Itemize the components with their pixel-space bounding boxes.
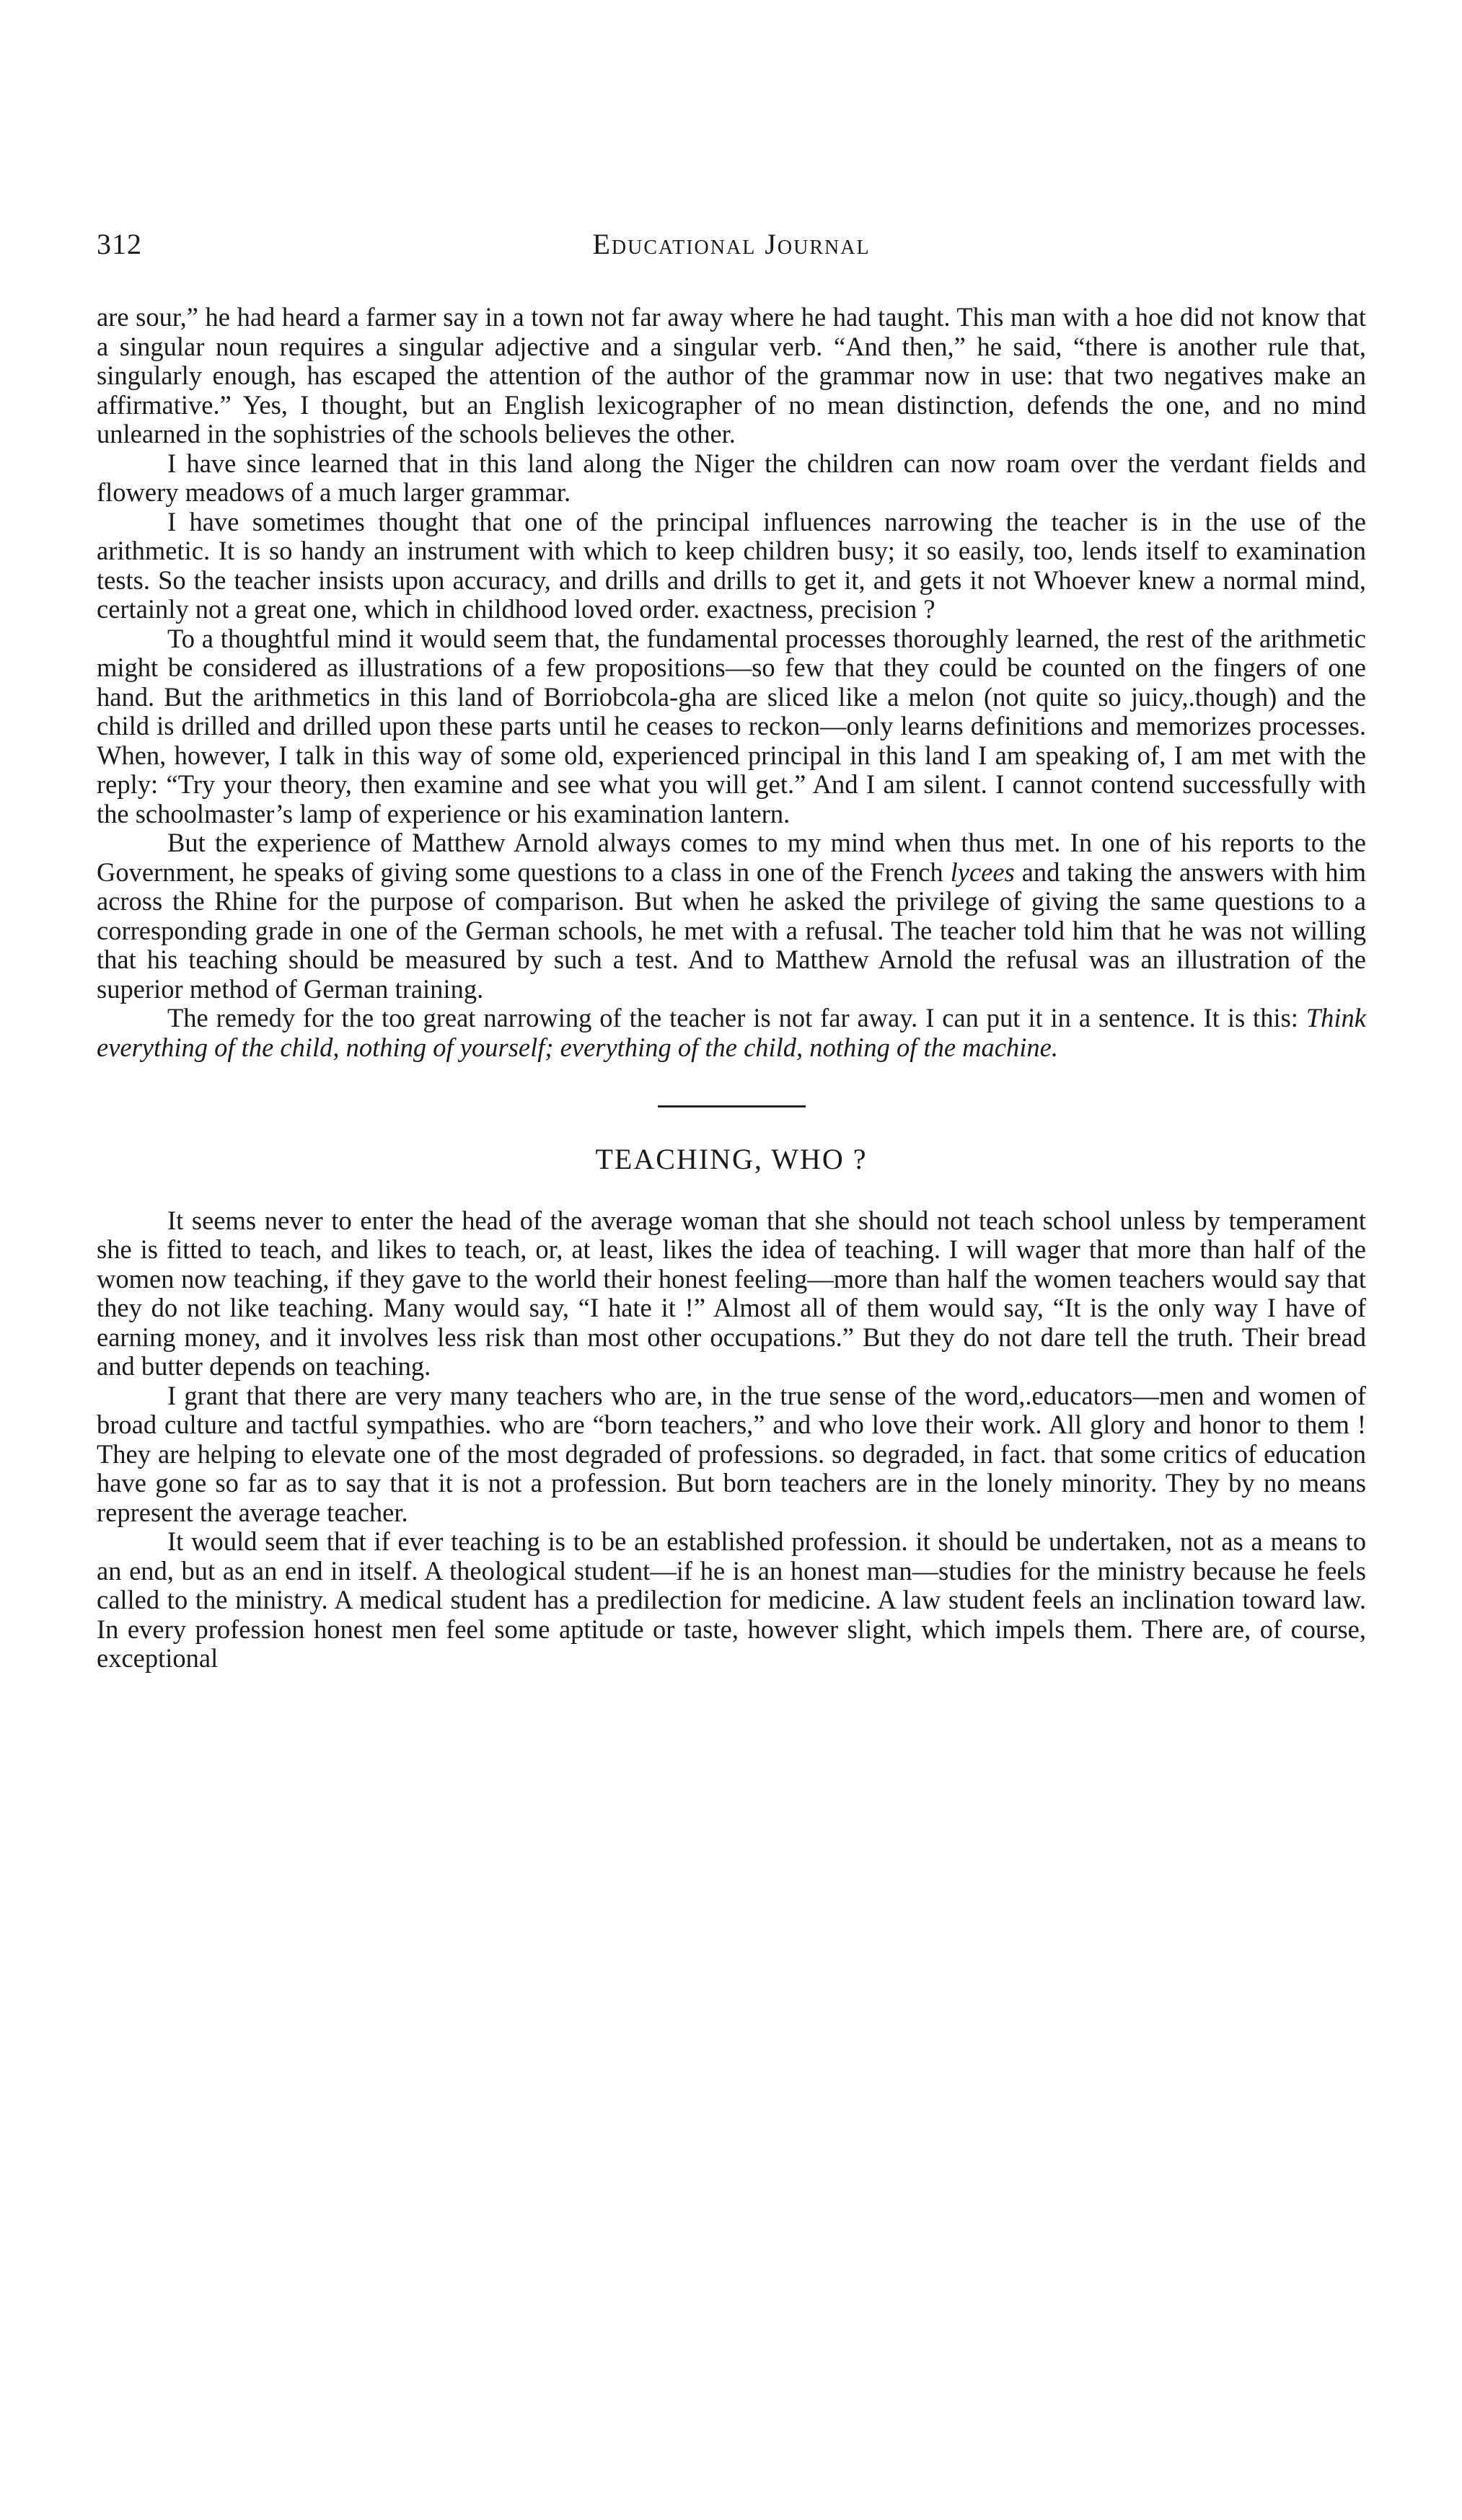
paragraph [97, 1004, 1366, 1062]
paragraph: It would seem that if ever teaching is to be an established profession. it should be undertaken, not as a means to an end, but as an end in itself. A theological student—if he is an honest man—studies for the ministry because he feels called to the ministry. A medical student has a predilection for medicine. A law student feels an inclination toward law. In every profession honest men feel some aptitude or taste, however slight, which impels them. There are, of course, exceptional [97, 1526, 1366, 1673]
paragraph: It seems never to enter the head of the average woman that she should not teach school unless by temperament she is fitted to teach, and likes to teach, or, at least, likes the idea of teaching. I will wager that more than half of the women now teaching, if they gave to the world their honest feeling—more than half the women teachers would say that they do not like teaching. Many would say, “I hate it !” Almost all of them would say, “It is the only way I have of earning money, and it involves less risk than most other occupations.” But they do not dare tell the truth. Their bread and butter depends on teaching. [97, 1205, 1366, 1381]
paragraph: I grant that there are very many teachers who are, in the true sense of the word,.educators—men and women of broad culture and tactful sympathies. who are “born teachers,” and who love their work. All glory and honor to them ! They are helping to elevate one of the most degraded of professions. so degraded, in fact. that some critics of education have gone so far as to say that it is not a profession. But born teachers are in the lonely minority. They by no means represent the average teacher. [97, 1380, 1366, 1527]
italic-word: lycees [950, 857, 1015, 887]
page-number: 312 [97, 228, 142, 260]
paragraph [97, 828, 1366, 1004]
paragraph-text: But the experience of Matthew Arnold always comes to my mind when thus met. In one of his reports to the Government, he speaks of giving some questions to a class in one of the French [97, 828, 1366, 887]
paragraph: I have since learned that in this land along the Niger the children can now roam over the verdant fields and flowery meadows of a much larger grammar. [97, 448, 1366, 507]
section-title: TEACHING, WHO ? [595, 1143, 868, 1175]
remedy-italic: Think everything of the child, nothing of yourself; everything of the child, nothing of the machine. [97, 1003, 1367, 1062]
article-body [97, 303, 1366, 1674]
paragraph: To a thoughtful mind it would seem that, the fundamental processes thoroughly learned, the rest of the arithmetic might be considered as illustrations of a few propositions—so few that they could be counted on the fingers of one hand. But the arithmetics in this land of Borriobcola-gha are sliced like a melon (not quite so juicy,.though) and the child is drilled and drilled upon these parts until he ceases to reckon—only learns definitions and memorizes processes. When, however, I talk in this way of some old, experienced principal in this land I am speaking of, I am met with the reply: “Try your theory, then examine and see what you will get.” And I am silent. I cannot contend successfully with the schoolmaster’s lamp of experience or his examination lantern. [97, 623, 1366, 828]
paragraph-text: The remedy for the too great narrowing of the teacher is not far away. I can put it in a sentence. It is this: [167, 1003, 1298, 1033]
paragraph: I have sometimes thought that one of the principal influences narrowing the teacher is in the use of the arithmetic. It is so handy an instrument with which to keep children busy; it so easily, too, lends itself to examination tests. So the teacher insists upon accuracy, and drills and drills to get it, and gets it not Whoever knew a normal mind, certainly not a great one, which in childhood loved order. exactness, precision ? [97, 506, 1366, 624]
paragraph-text: and taking the answers with him across the Rhine for the purpose of comparison. But when he asked the privilege of giving the same questions to a corresponding grade in one of the German schools, he met with a refusal. The teacher told him that he was not willing that his teaching should be measured by such a test. And to Matthew Arnold the refusal was an illustration of the superior method of German training. [97, 857, 1367, 1004]
running-head: Educational Journal [592, 228, 871, 260]
page-header [97, 227, 1366, 270]
paragraph: are sour,” he had heard a farmer say in a town not far away where he had taught. This man with a hoe did not know that a singular noun requires a singular adjective and a singular verb. “And then,” he said, “there is another rule that, singularly enough, has escaped the attention of the author of the grammar now in use: that two negatives make an affirmative.” Yes, I thought, but an English lexicographer of no mean distinction, defends the one, and no mind unlearned in the sophistries of the schools believes the other. [97, 302, 1366, 448]
section-divider [658, 1105, 806, 1108]
